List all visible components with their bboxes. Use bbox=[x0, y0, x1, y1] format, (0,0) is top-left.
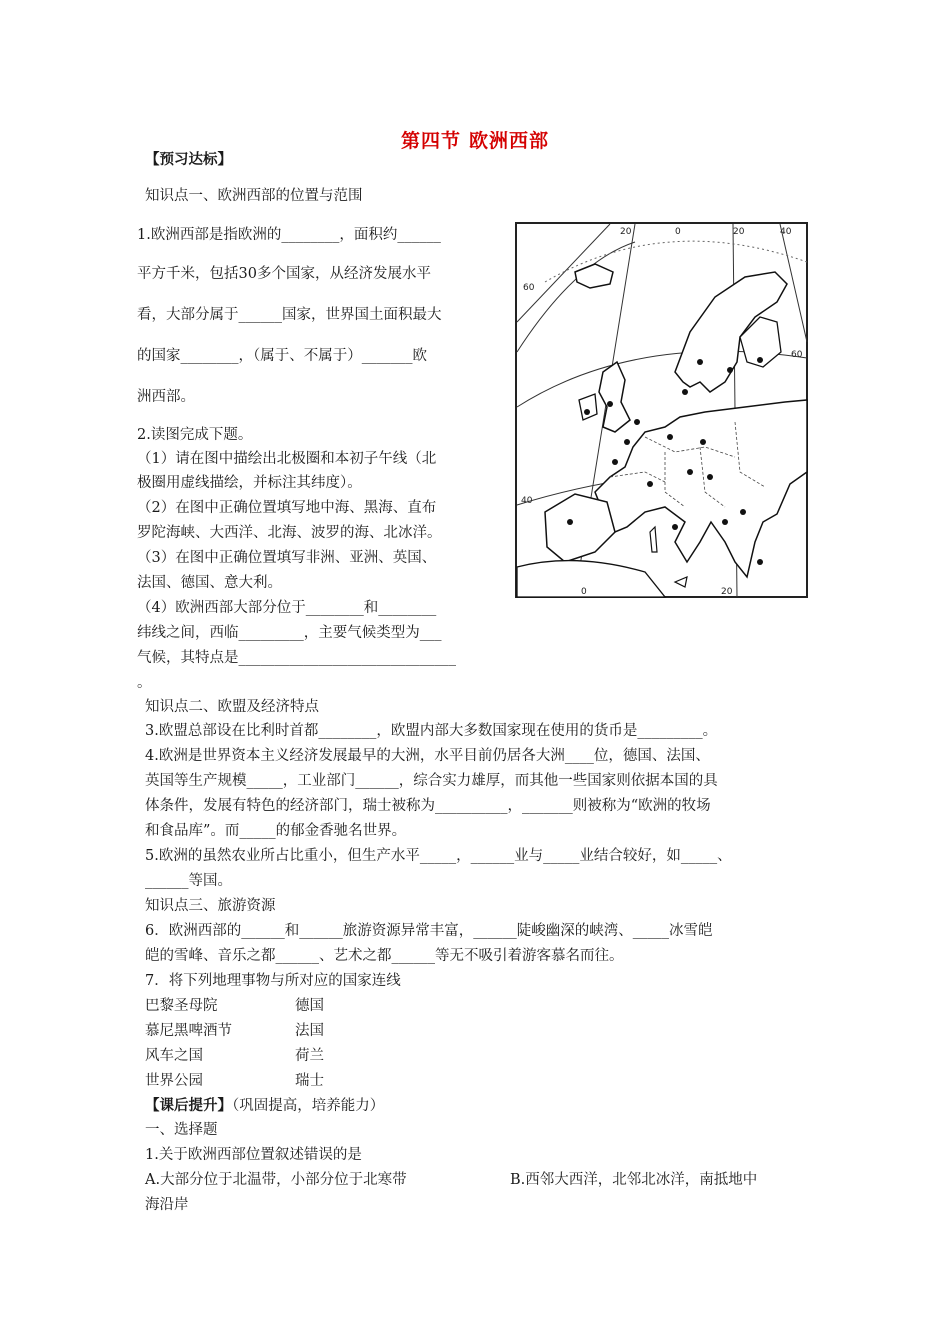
preview-header: 【预习达标】 bbox=[145, 152, 232, 168]
map-capital-berlin bbox=[667, 434, 673, 440]
section-choice: 一、选择题 bbox=[145, 1122, 218, 1138]
q2-sub1-line2: 极圈用虚线描绘，并标注其纬度）。 bbox=[137, 475, 362, 491]
map-capital-budapest bbox=[707, 474, 713, 480]
mc1-option-b-line2: 海沿岸 bbox=[145, 1197, 189, 1213]
map-label-lon0bot: 0 bbox=[581, 587, 587, 597]
map-capital-paris bbox=[612, 459, 618, 465]
map-capital-oslo bbox=[697, 359, 703, 365]
q3: 3.欧盟总部设在比利时首都________，欧盟内部大多数国家现在使用的货币是_________。 bbox=[145, 723, 718, 739]
q1-line4: 的国家________，（属于、不属于）_______欧 bbox=[137, 348, 427, 364]
q2-sub4-line4: 。 bbox=[137, 675, 152, 691]
q7-item: 巴黎圣母院 bbox=[145, 998, 218, 1014]
map-label-lon20w: 20 bbox=[620, 227, 632, 237]
mc1-option-a: A.大部分位于北温带，小部分位于北寒带 bbox=[145, 1172, 407, 1188]
map-capital-vienna bbox=[687, 469, 693, 475]
map-capital-london bbox=[607, 401, 613, 407]
knowledge-point-2: 知识点二、欧盟及经济特点 bbox=[145, 699, 319, 715]
q4-line4: 和食品库”。而_____的郁金香驰名世界。 bbox=[145, 823, 407, 839]
after-class-title: 【课后提升】 bbox=[145, 1098, 232, 1114]
q2-sub3-line1: （3）在图中正确位置填写非洲、亚洲、英国、 bbox=[137, 550, 437, 566]
q7-country: 瑞士 bbox=[295, 1073, 324, 1089]
map-capital-dublin bbox=[584, 409, 590, 415]
map-capital-amsterdam bbox=[634, 419, 640, 425]
page-title: 第四节 欧洲西部 bbox=[400, 130, 550, 152]
q1-line3: 看，大部分属于______国家，世界国土面积最大 bbox=[137, 307, 442, 323]
map-capital-bern bbox=[647, 481, 653, 487]
q5-line2: ______等国。 bbox=[145, 873, 232, 889]
map-capital-athens bbox=[757, 559, 763, 565]
q2-sub4-line3: 气候，其特点是______________________________ bbox=[137, 650, 456, 666]
knowledge-point-1: 知识点一、欧洲西部的位置与范围 bbox=[145, 188, 363, 204]
q7-item: 风车之国 bbox=[145, 1048, 203, 1064]
map-capital-bucharest bbox=[740, 509, 746, 515]
map-capital-belgrade bbox=[722, 519, 728, 525]
q1-line1: 1.欧洲西部是指欧洲的________，面积约______ bbox=[137, 227, 441, 243]
q2-intro: 2.读图完成下题。 bbox=[137, 427, 253, 443]
q5-line1: 5.欧洲的虽然农业所占比重小，但生产水平_____，______业与_____业结合较好，如_____、 bbox=[145, 848, 732, 864]
map-capital-stockholm bbox=[727, 367, 733, 373]
q4-line3: 体条件，发展有特色的经济部门，瑞士被称为__________，_______则被称为“欧洲的牧场 bbox=[145, 798, 711, 814]
knowledge-point-3: 知识点三、旅游资源 bbox=[145, 898, 276, 914]
q2-sub4-line2: 纬线之间，西临_________，主要气候类型为___ bbox=[137, 625, 442, 641]
q1-line5: 洲西部。 bbox=[137, 389, 195, 405]
q2-sub2-line2: 罗陀海峡、大西洋、北海、波罗的海、北冰洋。 bbox=[137, 525, 442, 541]
map-capital-copenhagen bbox=[682, 389, 688, 395]
after-class-header bbox=[145, 1097, 384, 1115]
q4-line1: 4.欧洲是世界资本主义经济发展最早的大洲，水平目前仍居各大洲____位，德国、法国、 bbox=[145, 748, 710, 764]
after-class-note: （巩固提高，培养能力） bbox=[232, 1098, 385, 1114]
q7-country: 荷兰 bbox=[295, 1048, 324, 1064]
q6-line1: 6．欧洲西部的______和______旅游资源异常丰富，______陡峻幽深的峡湾、_____冰雪皑 bbox=[145, 923, 713, 939]
q7-country: 德国 bbox=[295, 998, 324, 1014]
q4-line2: 英国等生产规模_____，工业部门______，综合实力雄厚，而其他一些国家则依据本国的具 bbox=[145, 773, 718, 789]
q6-line2: 皑的雪峰、音乐之都______、艺术之都______等无不吸引着游客慕名而往。 bbox=[145, 948, 624, 964]
q7-item: 世界公园 bbox=[145, 1073, 203, 1089]
map-capital-brussels bbox=[624, 439, 630, 445]
q2-sub1-line1: （1）请在图中描绘出北极圈和本初子午线（北 bbox=[137, 451, 437, 467]
q2-sub4-line1: （4）欧洲西部大部分位于________和________ bbox=[137, 600, 437, 616]
mc1-stem: 1.关于欧洲西部位置叙述错误的是 bbox=[145, 1147, 362, 1163]
map-capital-madrid bbox=[567, 519, 573, 525]
map-label-lon20bot: 20 bbox=[721, 587, 733, 597]
europe-outline-map bbox=[515, 222, 808, 598]
q2-sub2-line1: （2）在图中正确位置填写地中海、黑海、直布 bbox=[137, 500, 437, 516]
map-label-lon20e: 20 bbox=[733, 227, 745, 237]
map-label-lat40: 40 bbox=[521, 496, 533, 506]
q2-sub3-line2: 法国、德国、意大利。 bbox=[137, 575, 282, 591]
q7-intro: 7．将下列地理事物与所对应的国家连线 bbox=[145, 973, 401, 989]
map-capital-rome bbox=[672, 524, 678, 530]
mc1-option-b-line1: B.西邻大西洋，北邻北冰洋，南抵地中 bbox=[510, 1172, 758, 1188]
map-capital-helsinki bbox=[757, 357, 763, 363]
q7-item: 慕尼黑啤酒节 bbox=[145, 1023, 232, 1039]
map-label-lon40e: 40 bbox=[780, 227, 792, 237]
map-label-lat60w: 60 bbox=[523, 283, 535, 293]
q1-line2: 平方千米，包括30多个国家，从经济发展水平 bbox=[137, 266, 431, 282]
map-capital-warsaw bbox=[700, 439, 706, 445]
map-label-lon0top: 0 bbox=[675, 227, 681, 237]
q7-country: 法国 bbox=[295, 1023, 324, 1039]
map-label-lat60e: 60 bbox=[791, 350, 803, 360]
